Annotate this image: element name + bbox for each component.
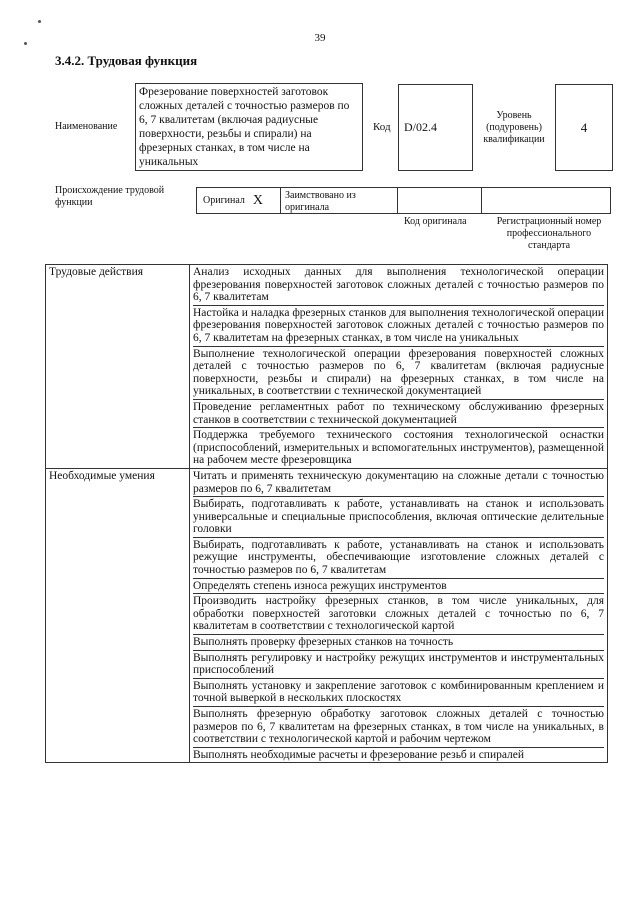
origin-row xyxy=(196,187,611,214)
list-item: Выполнять проверку фрезерных станков на точность xyxy=(193,635,604,651)
skills-list xyxy=(190,468,608,762)
list-item: Выбирать, подготавливать к работе, устанавливать на станок и использовать режущие инструменты, обеспечивающие изготовление сложных деталей с точностью размеров по 6, 7 квалитетам xyxy=(193,538,604,579)
skills-title: Необходимые умения xyxy=(46,468,190,762)
scan-speck xyxy=(38,20,41,23)
reg-number-cell xyxy=(482,188,610,213)
list-item: Выполнять необходимые расчеты и фрезерование резьб и спиралей xyxy=(193,748,525,761)
list-item: Выполнение технологической операции фрезерования поверхностей сложных деталей с точностью размеров по 6, 7 квалитетам (включая радиусные поверхности, резьбы и спирали) на фрезерных станках, в том числе на уникальных, в соответствии с технической документацией xyxy=(193,347,604,400)
name-label: Наименование xyxy=(55,121,118,132)
borrowed-cell: Заимствовано из оригинала xyxy=(281,188,398,213)
level-label: Уровень (подуровень) квалификации xyxy=(483,110,545,145)
list-item: Анализ исходных данных для выполнения технологической операции фрезерования поверхностей заготовок сложных деталей с точностью размеров по 6, 7 квалитетам xyxy=(193,265,604,306)
list-item: Выполнять установку и закрепление заготовок с комбинированным креплением и точной выверкой в нескольких плоскостях xyxy=(193,679,604,707)
list-item: Проведение регламентных работ по техническому обслуживанию фрезерных станков в соответствии с технической документацией xyxy=(193,400,604,428)
original-cell xyxy=(197,188,281,213)
labor-actions-row xyxy=(46,265,608,469)
original-code-cell xyxy=(398,188,482,213)
reg-caption: Регистрационный номер профессионального стандарта xyxy=(496,216,602,251)
level-box xyxy=(555,84,613,171)
code-value: D/02.4 xyxy=(404,120,437,134)
code-box xyxy=(398,84,473,171)
skills-row xyxy=(46,468,608,762)
labor-function-table xyxy=(45,264,608,763)
list-item: Выбирать, подготавливать к работе, устанавливать на станок и использовать универсальные и специальные приспособления, включая оптические делительные головки xyxy=(193,497,604,538)
list-item: Настойка и наладка фрезерных станков для выполнения технологической операции фрезерования поверхностей заготовок сложных деталей с точностью размеров по 6, 7 квалитетам на фрезерных станках, в том числе на уникальных xyxy=(193,306,604,347)
code-caption: Код оригинала xyxy=(404,216,467,227)
list-item: Определять степень износа режущих инструментов xyxy=(193,579,604,595)
origin-label: Происхождение трудовой функции xyxy=(55,185,165,208)
list-item: Поддержка требуемого технического состояния технологической оснастки (приспособлений, измерительных и вспомогательных инструментов), размещенной на рабочем месте фрезеровщика xyxy=(193,429,604,467)
list-item: Производить настройку фрезерных станков, в том числе уникальных, для обработки поверхностей заготовки сложных деталей с точностью по 6, 7 квалитетам в соответствии с технологической картой xyxy=(193,594,604,635)
function-name-box: Фрезерование поверхностей заготовок сложных деталей с точностью размеров по 6, 7 квалитетам (включая радиусные поверхности, резьбы и спирали) на фрезерных станках, в том числе на уникальных xyxy=(135,83,363,171)
list-item: Читать и применять техническую документацию на сложные детали с точностью размеров по 6, 7 квалитетам xyxy=(193,469,604,497)
section-title: 3.4.2. Трудовая функция xyxy=(55,53,198,68)
labor-actions-title: Трудовые действия xyxy=(46,265,190,469)
labor-actions-list xyxy=(190,265,608,469)
level-value: 4 xyxy=(580,119,588,135)
original-mark: X xyxy=(252,192,264,208)
list-item: Выполнять регулировку и настройку режущих инструментов и инструментальных приспособлений xyxy=(193,651,604,679)
original-label: Оригинал xyxy=(203,194,245,206)
page-number: 39 xyxy=(314,32,326,44)
list-item: Выполнять фрезерную обработку заготовок сложных деталей с точностью размеров по 6, 7 квалитетам на фрезерных станках, в том числе на уникальных, в соответствии с технологической картой и рабочим чертежом xyxy=(193,707,604,748)
code-label: Код xyxy=(373,121,391,133)
